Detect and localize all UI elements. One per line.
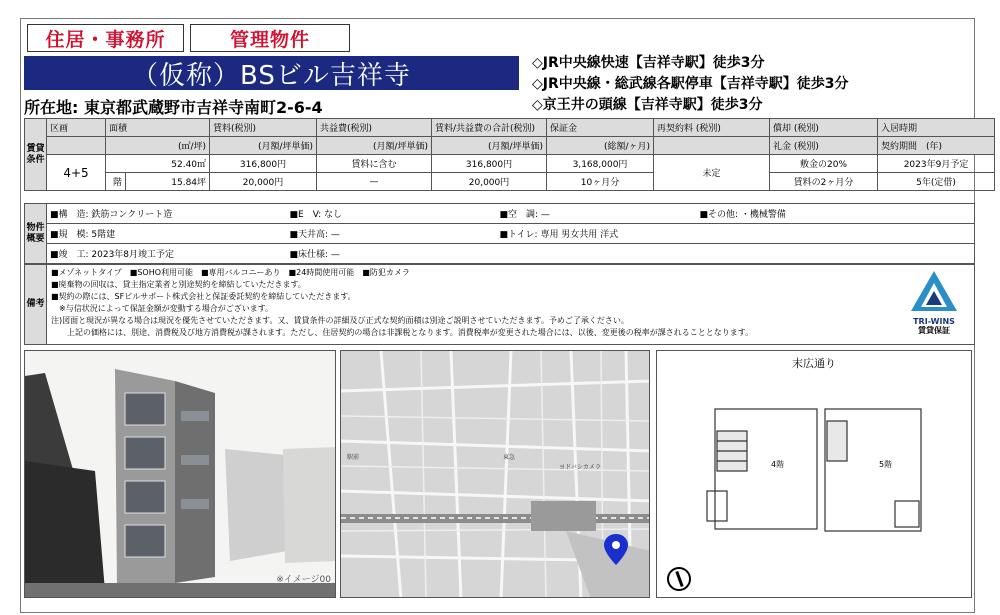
nyukyo-value: 2023年9月予定 xyxy=(878,155,995,173)
access-line: ◇京王井の頭線【吉祥寺駅】徒歩3分 xyxy=(532,97,763,113)
gokei-value: 316,800円 xyxy=(432,155,547,173)
remark-line: 注)図面と現況が異なる場合は現況を優先させていただきます。又、賃貸条件の詳細及び正式な契約面積は別途ご説明させていただきます。予めご了承ください。 xyxy=(51,316,629,325)
shokyaku-value: 敷金の20% xyxy=(770,155,878,173)
map-label: 駅前 xyxy=(347,454,360,461)
col-saikeiyaku: 再契約料 (税別) xyxy=(654,119,770,137)
property-title: （仮称）BSビル吉祥寺 xyxy=(24,56,519,90)
toilet-item: ■トイレ: 専用 男女共用 洋式 xyxy=(497,224,975,244)
triwins-logo xyxy=(904,269,964,335)
map-label: 東急 xyxy=(503,454,516,461)
chinryo-unit: (月額/坪単価) xyxy=(210,137,317,155)
station-access xyxy=(532,53,849,116)
access-line: ◇JR中央線・総武線各駅停車【吉祥寺駅】徒歩3分 xyxy=(532,76,849,92)
blank-cell xyxy=(654,137,770,155)
remark-line: ■メゾネットタイプ ■SOHO利用可能 ■専用バルコニーあり ■24時間使用可能 ■防犯カメラ xyxy=(51,268,410,277)
keiyaku-label: 契約期間 (年) xyxy=(878,137,995,155)
rental-conditions-table xyxy=(24,118,995,191)
map-label: ヨドバシカメラ xyxy=(559,464,601,471)
overview-side-label: 物件概要 xyxy=(25,204,47,264)
remark-line: ■契約の際には、SFビルサポート株式会社と保証委託契約を締結していただきます。 xyxy=(51,292,356,301)
floor-plan xyxy=(656,350,972,598)
keiyaku-value: 5年(定借) xyxy=(878,173,995,191)
gokei-unit: (月額/坪単価) xyxy=(432,137,547,155)
access-line: ◇JR中央線快速【吉祥寺駅】徒歩3分 xyxy=(532,55,765,71)
col-menseki: 面積 xyxy=(106,119,210,137)
map-graphic xyxy=(341,351,650,598)
remarks-table xyxy=(24,264,975,345)
col-chinryo: 賃料(税別) xyxy=(210,119,317,137)
ev-item: ■E V: なし xyxy=(287,204,497,224)
building-render xyxy=(25,351,336,598)
triwins-logo-icon xyxy=(909,269,959,313)
remark-line: 上記の価格には、別途、消費税及び地方消費税が課されます。ただし、住居契約の場合は非課税となります。消費税率が変更された場合には、以後、変更後の税率が課されることとなります。 xyxy=(51,328,754,337)
kyoeki-unit: (月額/坪単価) xyxy=(317,137,432,155)
ceiling-item: ■天井高: — xyxy=(287,224,497,244)
scale-item: ■規 模: 5階建 xyxy=(47,224,287,244)
property-overview-table xyxy=(24,203,975,264)
aircon-item: ■空 調: — xyxy=(497,204,697,224)
kuga-value: 4+5 xyxy=(47,155,106,191)
remarks-text xyxy=(47,265,975,345)
menseki-unit: (㎡/坪) xyxy=(106,137,210,155)
structure-item: ■構 造: 鉄筋コンクリート造 xyxy=(47,204,287,224)
kyoeki-value: 賃料に含む xyxy=(317,155,432,173)
area-map xyxy=(340,350,650,598)
col-kuga: 区画 xyxy=(47,119,106,137)
logo-name: TRI-WINS xyxy=(913,317,955,326)
hoshokin-value: 3,168,000円 xyxy=(547,155,654,173)
chinryo-value: 316,800円 xyxy=(210,155,317,173)
chinryo-tanka-value: 20,000円 xyxy=(210,173,317,191)
completion-item: ■竣 工: 2023年8月竣工予定 xyxy=(47,244,287,264)
conditions-side-label: 賃貸条件 xyxy=(25,119,47,191)
m2-value: 52.40㎡ xyxy=(106,155,210,173)
remark-line: ■廃棄物の回収は、貸主指定業者と別途契約を締結していただきます。 xyxy=(51,280,306,289)
floor-item: ■床仕様: — xyxy=(287,244,497,264)
tsubo-value: 15.84坪 xyxy=(126,173,210,191)
north-arrow-icon xyxy=(667,567,691,591)
blank-cell xyxy=(47,137,106,155)
photo-caption: ※イメージ00 xyxy=(276,575,331,585)
floor-label: 階 xyxy=(106,173,126,191)
saikeiyaku-value: 未定 xyxy=(654,155,770,191)
col-kyoeki: 共益費(税別) xyxy=(317,119,432,137)
reikin-label: 礼金 (税別) xyxy=(770,137,878,155)
reikin-value: 賃料の2ヶ月分 xyxy=(770,173,878,191)
building-photo xyxy=(24,350,336,598)
col-nyukyo: 入居時期 xyxy=(878,119,995,137)
other-item: ■その他: ・機械警備 xyxy=(697,204,975,224)
remark-line: ※与信状況によって保証金額が変動する場合がございます。 xyxy=(51,304,274,313)
floor4-label: 4階 xyxy=(771,460,785,469)
hoshokin-unit: (総額/ヶ月) xyxy=(547,137,654,155)
kyoeki-tanka-value: — xyxy=(317,173,432,191)
col-hoshokin: 保証金 xyxy=(547,119,654,137)
managed-tag: 管理物件 xyxy=(190,24,350,52)
remarks-side-label: 備考 xyxy=(25,265,47,345)
usage-tag: 住居・事務所 xyxy=(27,24,184,52)
col-shokyaku: 償却 (税別) xyxy=(770,119,878,137)
gokei-tanka-value: 20,000円 xyxy=(432,173,547,191)
street-name: 末広通り xyxy=(792,357,836,370)
floor-plan-drawing xyxy=(657,351,972,598)
property-address: 所在地: 東京都武蔵野市吉祥寺南町2-6-4 xyxy=(24,98,323,117)
floor5-label: 5階 xyxy=(879,460,893,469)
hoshokin-months-value: 10ヶ月分 xyxy=(547,173,654,191)
col-gokei: 賃料/共益費の合計(税別) xyxy=(432,119,547,137)
logo-sub: 賃貸保証 xyxy=(918,326,950,335)
empty-cell xyxy=(497,244,975,264)
